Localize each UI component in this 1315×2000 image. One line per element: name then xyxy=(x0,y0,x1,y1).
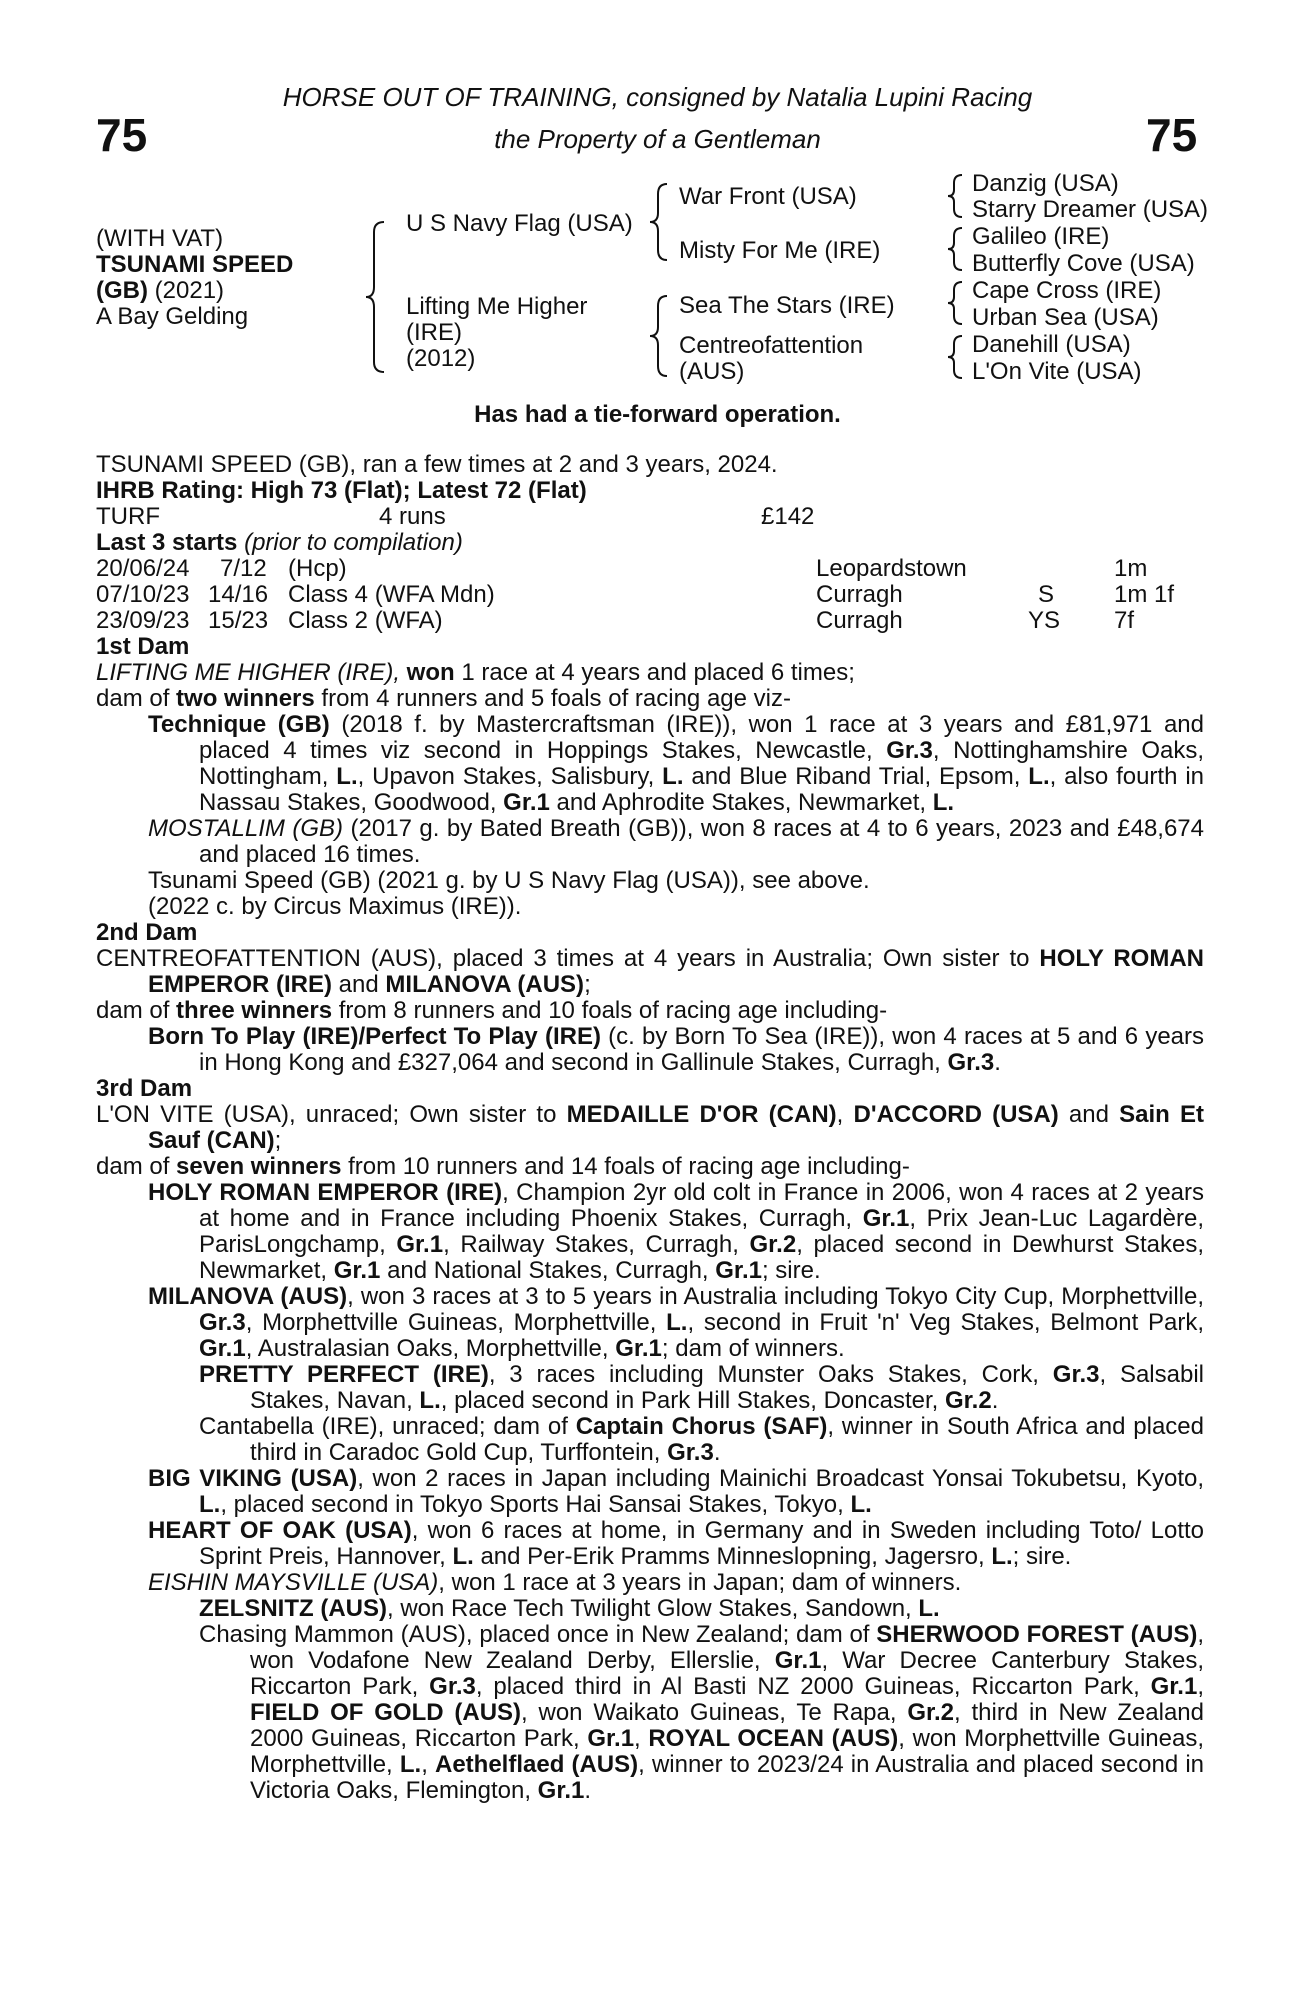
horse-name: TSUNAMI SPEED xyxy=(96,251,294,278)
text: Chasing Mammon (AUS), placed once in New Zealand; dam of xyxy=(199,1621,877,1648)
start-distance: 1m xyxy=(1114,555,1148,582)
grade: Gr.1 xyxy=(503,789,550,816)
grade: Gr.2 xyxy=(749,1231,797,1258)
text: from 8 runners and 10 foals of racing age including- xyxy=(332,997,888,1024)
first-dam-line xyxy=(96,660,1204,686)
dam-line-2: (IRE) xyxy=(406,319,462,346)
text: (2017 g. by Bated Breath (GB)), won 8 races at 4 to 6 years, 2023 and £48,674 and placed 16 times. xyxy=(199,815,1204,868)
start-race: Class 4 (WFA Mdn) xyxy=(288,581,495,608)
horse-name: BIG VIKING (USA) xyxy=(148,1465,358,1492)
grade: Gr.3 xyxy=(199,1309,246,1336)
grade: Gr.1 xyxy=(615,1335,662,1362)
grand-8: L'On Vite (USA) xyxy=(972,358,1142,385)
vat-label: (WITH VAT) xyxy=(96,225,224,252)
grade: L. xyxy=(666,1309,688,1336)
text: , won Race Tech Twilight Glow Stakes, Sandown, xyxy=(386,1595,919,1622)
dam-sire: Sea The Stars (IRE) xyxy=(679,292,895,319)
grade: L. xyxy=(918,1595,940,1622)
horse-name: MILANOVA (AUS) xyxy=(385,971,585,998)
start-going: YS xyxy=(1028,607,1061,634)
grade: L. xyxy=(199,1491,221,1518)
third-dam-title: 3rd Dam xyxy=(96,1075,193,1102)
text: (c. by Born To Sea (IRE)), won 4 races at 5 and 6 years in Hong Kong and £327,064 and second in Gallinule Stakes, Curragh, xyxy=(199,1023,1204,1076)
produce-colt: (2022 c. by Circus Maximus (IRE)). xyxy=(148,893,522,920)
text: , xyxy=(634,1725,649,1752)
text: , Railway Stakes, Curragh, xyxy=(443,1231,750,1258)
text: and xyxy=(1058,1101,1120,1128)
catalogue-body xyxy=(96,452,1204,1804)
horse-name: HOLY ROMAN EMPEROR (IRE) xyxy=(148,1179,503,1206)
text: and National Stakes, Curragh, xyxy=(380,1257,716,1284)
horse-description: A Bay Gelding xyxy=(96,303,249,330)
text: dam of xyxy=(96,997,177,1024)
horse-name: PRETTY PERFECT (IRE) xyxy=(199,1361,489,1388)
third-dam-produce-line xyxy=(96,1154,1204,1180)
produce-cantabella xyxy=(96,1414,1204,1466)
grand-7: Danehill (USA) xyxy=(972,331,1131,358)
property-line: the Property of a Gentleman xyxy=(494,124,821,154)
start-distance: 7f xyxy=(1114,607,1135,634)
produce-technique xyxy=(96,712,1204,816)
text: , placed second in Dewhurst Stakes, Newmarket, xyxy=(199,1231,1204,1284)
grade: L. xyxy=(991,1543,1013,1570)
horse-name: ZELSNITZ (AUS) xyxy=(199,1595,387,1622)
start-row xyxy=(96,582,1204,608)
start-date: 23/09/23 xyxy=(96,607,190,634)
third-dam-line xyxy=(96,1102,1204,1154)
sire: U S Navy Flag (USA) xyxy=(406,210,633,237)
text: , won 1 race at 3 years in Japan; dam of winners. xyxy=(438,1569,962,1596)
grade: Gr.3 xyxy=(429,1673,476,1700)
horse-country: (GB) xyxy=(96,277,148,304)
grade: Gr.3 xyxy=(1052,1361,1100,1388)
text: , won 3 races at 3 to 5 years in Australia including Tokyo City Cup, Morphettville, xyxy=(347,1283,1205,1310)
text: , xyxy=(1197,1673,1204,1700)
rating-title: IHRB Rating: High 73 (Flat); Latest 72 (Flat) xyxy=(96,477,587,504)
consignor-line: HORSE OUT OF TRAINING, consigned by Natalia Lupini Racing xyxy=(282,82,1033,112)
text: and Aphrodite Stakes, Newmarket, xyxy=(549,789,933,816)
first-dam-produce-line xyxy=(96,686,1204,712)
start-going: S xyxy=(1038,581,1055,608)
grade: Gr.3 xyxy=(886,737,933,764)
start-date: 20/06/24 xyxy=(96,555,190,582)
text: ; xyxy=(584,971,591,998)
text: ; xyxy=(274,1127,282,1154)
text: , Champion 2yr old colt in France in 2006, won 4 races at 2 years at home and in France including Phoenix Stakes, Curragh, xyxy=(199,1179,1205,1232)
grand-4: Butterfly Cove (USA) xyxy=(972,250,1195,277)
rating-earnings: £142 xyxy=(761,503,815,530)
text: , War Decree Canterbury Stakes, Riccarton Park, xyxy=(250,1647,1205,1700)
grade: Gr.1 xyxy=(199,1335,246,1362)
sire-dam: Misty For Me (IRE) xyxy=(679,237,881,264)
start-course: Curragh xyxy=(816,581,903,608)
text: , Morphettville Guineas, Morphettville, xyxy=(245,1309,667,1336)
rating-row xyxy=(96,504,1204,530)
text: , Prix Jean-Luc Lagardère, ParisLongchamp, xyxy=(199,1205,1205,1258)
first-dam-name: LIFTING ME HIGHER (IRE), xyxy=(96,659,401,686)
horse-name: HEART OF OAK (USA) xyxy=(148,1517,412,1544)
grade: Gr.1 xyxy=(774,1647,822,1674)
text: , won 6 races at home, in Germany and in Sweden including Toto/ Lotto Sprint Preis, Hannover, xyxy=(199,1517,1205,1570)
text: , Upavon Stakes, Salisbury, xyxy=(357,763,663,790)
start-row xyxy=(96,608,1204,634)
text: from 4 runners and 5 foals of racing age viz- xyxy=(314,685,791,712)
start-distance: 1m 1f xyxy=(1114,581,1175,608)
text: , xyxy=(836,1101,854,1128)
grade: Gr.1 xyxy=(862,1205,910,1232)
grade: Gr.1 xyxy=(1150,1673,1198,1700)
second-dam-title: 2nd Dam xyxy=(96,919,198,946)
horse-name: FIELD OF GOLD (AUS) xyxy=(250,1699,522,1726)
produce-pretty-perfect xyxy=(96,1362,1204,1414)
grade: Gr.2 xyxy=(945,1387,992,1414)
horse-year: (2021) xyxy=(147,277,225,304)
rating-surface: TURF xyxy=(96,503,160,530)
produce-milanova xyxy=(96,1284,1204,1362)
horse-name: SHERWOOD FOREST (AUS) xyxy=(876,1621,1198,1648)
horse-name: Sain Et Sauf (CAN) xyxy=(148,1101,1205,1154)
produce-mostallim xyxy=(96,816,1204,868)
horse-name: ROYAL OCEAN (AUS) xyxy=(648,1725,899,1752)
text: , also fourth in Nassau Stakes, Goodwood, xyxy=(199,763,1204,816)
horse-name: Born To Play (IRE)/Perfect To Play (IRE) xyxy=(148,1023,601,1050)
grade: L. xyxy=(850,1491,872,1518)
text: and Blue Riband Trial, Epsom, xyxy=(683,763,1029,790)
produce-zelsnitz xyxy=(96,1596,1204,1622)
text: . xyxy=(713,1439,721,1466)
won-label: won xyxy=(400,659,455,686)
start-race: Class 2 (WFA) xyxy=(288,607,443,634)
text: , winner to 2023/24 in Australia and placed second in Victoria Oaks, Flemington, xyxy=(250,1751,1205,1804)
produce-born-to-play xyxy=(96,1024,1204,1076)
dam-line-1: Lifting Me Higher xyxy=(406,293,588,320)
operation-note: Has had a tie-forward operation. xyxy=(474,401,841,428)
grade: Gr.3 xyxy=(667,1439,714,1466)
horse-name: D'ACCORD (USA) xyxy=(853,1101,1059,1128)
last-starts-heading: Last 3 starts xyxy=(96,529,238,556)
grade: Gr.2 xyxy=(907,1699,955,1726)
start-date: 07/10/23 xyxy=(96,581,190,608)
text: , second in Fruit 'n' Veg Stakes, Belmont Park, xyxy=(687,1309,1204,1336)
grade: L. xyxy=(399,1751,422,1778)
text: . xyxy=(994,1049,1001,1076)
horse-name: Captain Chorus (SAF) xyxy=(575,1413,828,1440)
dam-dam-line-1: Centreofattention xyxy=(679,332,864,359)
lot-number-right: 75 xyxy=(1146,109,1198,161)
start-race: (Hcp) xyxy=(288,555,347,582)
text: Cantabella (IRE), unraced; dam of xyxy=(199,1413,576,1440)
race-summary: TSUNAMI SPEED (GB), ran a few times at 2 and 3 years, 2024. xyxy=(96,451,778,478)
text: . xyxy=(584,1777,592,1804)
text: , won Morphettville Guineas, Morphettville, xyxy=(250,1725,1204,1778)
text: , won 2 races in Japan including Mainichi Broadcast Yonsai Tokubetsu, Kyoto, xyxy=(357,1465,1204,1492)
text: CENTREOFATTENTION (AUS), placed 3 times at 4 years in Australia; Own sister to xyxy=(96,945,1040,972)
produce-big-viking xyxy=(96,1466,1204,1518)
grand-5: Cape Cross (IRE) xyxy=(972,277,1162,304)
produce-holy-roman-emperor xyxy=(96,1180,1204,1284)
produce-chasing-mammon xyxy=(96,1622,1204,1804)
grade: L. xyxy=(336,763,358,790)
first-dam-title: 1st Dam xyxy=(96,633,190,660)
grade: Gr.1 xyxy=(396,1231,444,1258)
text: , won Vodafone New Zealand Derby, Ellerslie, xyxy=(250,1621,1205,1674)
winners-count: seven winners xyxy=(176,1153,342,1180)
horse-name: Technique (GB) xyxy=(148,711,330,738)
start-position: 7/12 xyxy=(220,555,267,582)
start-position: 14/16 xyxy=(208,581,269,608)
text: , third in New Zealand 2000 Guineas, Riccarton Park, xyxy=(250,1699,1204,1752)
text: , Australasian Oaks, Morphettville, xyxy=(245,1335,616,1362)
first-dam-record: 1 race at 4 years and placed 6 times; xyxy=(454,659,855,686)
grade: L. xyxy=(1028,763,1050,790)
horse-name: MILANOVA (AUS) xyxy=(148,1283,348,1310)
produce-eishin-maysville xyxy=(96,1570,1204,1596)
grand-2: Starry Dreamer (USA) xyxy=(972,196,1209,223)
text: , Nottinghamshire Oaks, Nottingham, xyxy=(199,737,1205,790)
text: , xyxy=(421,1751,435,1778)
horse-name: EISHIN MAYSVILLE (USA) xyxy=(148,1569,439,1596)
grade: L. xyxy=(452,1543,474,1570)
winners-count: two winners xyxy=(176,685,315,712)
horse-name: Aethelflaed (AUS) xyxy=(434,1751,639,1778)
second-dam-produce-line xyxy=(96,998,1204,1024)
start-course: Curragh xyxy=(816,607,903,634)
produce-tsunami: Tsunami Speed (GB) (2021 g. by U S Navy Flag (USA)), see above. xyxy=(148,867,870,894)
text: dam of xyxy=(96,1153,177,1180)
winners-count: three winners xyxy=(176,997,333,1024)
second-dam-line xyxy=(96,946,1204,998)
text: , 3 races including Munster Oaks Stakes, Cork, xyxy=(488,1361,1053,1388)
text: ; sire. xyxy=(761,1257,821,1284)
text: , won Waikato Guineas, Te Rapa, xyxy=(521,1699,908,1726)
text: , winner in South Africa and placed third in Caradoc Gold Cup, Turffontein, xyxy=(250,1413,1205,1466)
start-row xyxy=(96,556,1204,582)
lot-number-left: 75 xyxy=(96,109,148,161)
text: L'ON VITE (USA), unraced; Own sister to xyxy=(96,1101,567,1128)
text: ; sire. xyxy=(1012,1543,1072,1570)
grade: L. xyxy=(419,1387,441,1414)
text: dam of xyxy=(96,685,177,712)
last-starts-title xyxy=(96,530,1204,556)
sire-sire: War Front (USA) xyxy=(679,183,857,210)
text: and Per-Erik Pramms Minneslopning, Jagersro, xyxy=(473,1543,992,1570)
grand-3: Galileo (IRE) xyxy=(972,223,1110,250)
dam-dam-line-2: (AUS) xyxy=(679,358,745,385)
text: ; dam of winners. xyxy=(661,1335,845,1362)
rating-runs: 4 runs xyxy=(379,503,446,530)
grade: Gr.1 xyxy=(333,1257,381,1284)
grand-1: Danzig (USA) xyxy=(972,170,1119,197)
text: . xyxy=(991,1387,999,1414)
text: , placed second in Park Hill Stakes, Doncaster, xyxy=(440,1387,945,1414)
grade: Gr.3 xyxy=(947,1049,995,1076)
grade: L. xyxy=(932,789,955,816)
text: and xyxy=(332,971,386,998)
start-position: 15/23 xyxy=(208,607,269,634)
horse-name: HOLY ROMAN EMPEROR (IRE) xyxy=(148,945,1204,998)
start-course: Leopardstown xyxy=(816,555,967,582)
grade: L. xyxy=(662,763,684,790)
horse-name: MEDAILLE D'OR (CAN) xyxy=(566,1101,837,1128)
text: , Salsabil Stakes, Navan, xyxy=(250,1361,1204,1414)
horse-name: MOSTALLIM (GB) xyxy=(148,815,344,842)
text: (2018 f. by Mastercraftsman (IRE)), won 1 race at 3 years and £81,971 and placed 4 times viz second in Hoppings Stakes, Newcastle, xyxy=(199,711,1204,764)
grand-6: Urban Sea (USA) xyxy=(972,304,1159,331)
produce-heart-of-oak xyxy=(96,1518,1204,1570)
text: , placed third in Al Basti NZ 2000 Guineas, Riccarton Park, xyxy=(475,1673,1151,1700)
grade: Gr.1 xyxy=(715,1257,762,1284)
last-starts-note: (prior to compilation) xyxy=(237,529,463,556)
grade: Gr.1 xyxy=(587,1725,635,1752)
dam-line-3: (2012) xyxy=(406,345,476,372)
grade: Gr.1 xyxy=(537,1777,585,1804)
text: , placed second in Tokyo Sports Hai Sansai Stakes, Tokyo, xyxy=(220,1491,851,1518)
text: from 10 runners and 14 foals of racing age including- xyxy=(341,1153,910,1180)
